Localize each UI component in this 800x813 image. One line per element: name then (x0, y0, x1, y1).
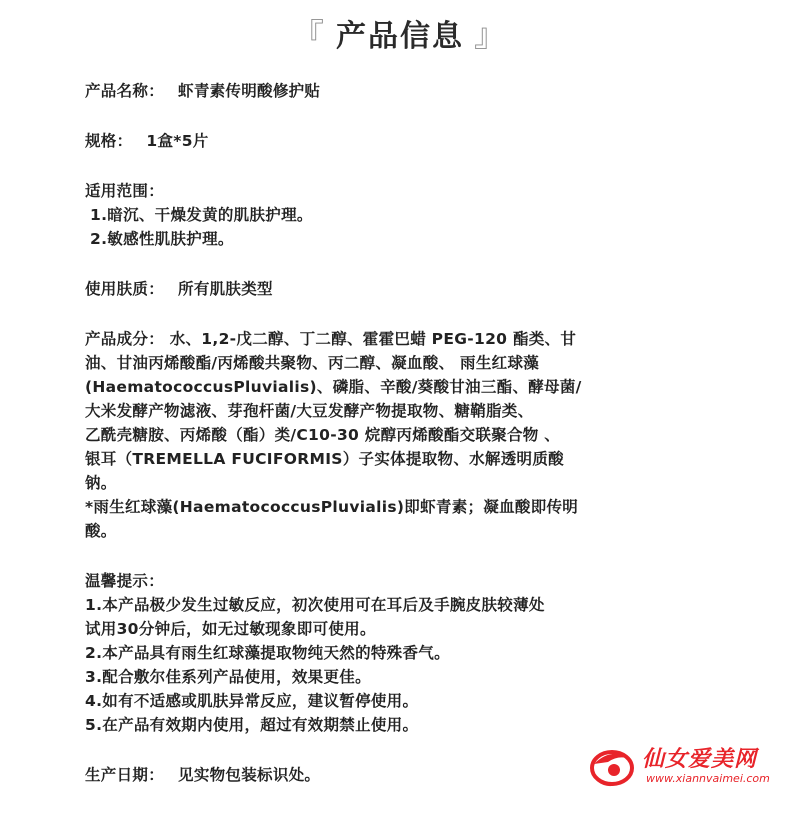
ingredients-line: 大米发酵产物滤液、芽孢杆菌/大豆发酵产物提取物、糖鞘脂类、 (85, 402, 534, 420)
product-name-value: 虾青素传明酸修护贴 (178, 82, 321, 100)
tips-line: 4.如有不适感或肌肤异常反应，建议暂停使用。 (85, 692, 419, 710)
ingredients-line: 油、甘油丙烯酸酯/丙烯酸共聚物、丙二醇、凝血酸、 雨生红球藻 (85, 354, 540, 372)
skin-type-label: 使用肤质： (85, 280, 165, 298)
scope-section (85, 179, 735, 251)
tips-label: 温馨提示： (85, 572, 165, 590)
scope-item: 2.敏感性肌肤护理。 (90, 230, 234, 248)
ingredients-line: 钠。 (85, 474, 117, 492)
product-name-row (85, 79, 735, 103)
tips-line: 2.本产品具有雨生红球藻提取物纯天然的特殊香气。 (85, 644, 450, 662)
tips-line: 5.在产品有效期内使用，超过有效期禁止使用。 (85, 716, 419, 734)
product-info (85, 79, 735, 813)
tips-line: 1.本产品极少发生过敏反应，初次使用可在耳后及手腕皮肤较薄处 (85, 596, 545, 614)
spec-row (85, 129, 735, 153)
ingredients-line: (HaematococcusPluvialis)、磷脂、辛酸/葵酸甘油三酯、酵母菌/ (85, 378, 582, 396)
title-bracket-left: 『 (291, 16, 326, 54)
ingredients-line: 银耳（TREMELLA FUCIFORMIS）子实体提取物、水解透明质酸 (85, 450, 564, 468)
tips-section (85, 569, 735, 737)
watermark-logo (584, 742, 784, 792)
scope-item: 1.暗沉、干燥发黄的肌肤护理。 (90, 206, 313, 224)
ingredients-line: 乙酰壳糖胺、丙烯酸（酯）类/C10-30 烷醇丙烯酸酯交联聚合物 、 (85, 426, 561, 444)
skin-type-value: 所有肌肤类型 (178, 280, 273, 298)
watermark-name: 仙女爱美网 (642, 747, 758, 772)
scope-label: 适用范围： (85, 182, 165, 200)
title-bracket-right: 』 (474, 16, 509, 54)
production-date-value: 见实物包装标识处。 (178, 766, 321, 784)
ingredients-line: 产品成分： 水、1,2-戊二醇、丁二醇、霍霍巴蜡 PEG-120 酯类、甘 (85, 330, 577, 348)
watermark-url: www.xiannvaimei.com (646, 772, 770, 785)
ingredients-note: *雨生红球藻(HaematococcusPluvialis)即虾青素；凝血酸即传明 (85, 498, 579, 516)
ingredients-section (85, 327, 735, 543)
fairy-logo-icon (584, 742, 640, 792)
skin-type-row (85, 277, 735, 301)
page-title (0, 10, 800, 56)
spec-label: 规格： (85, 132, 133, 150)
product-name-label: 产品名称： (85, 82, 165, 100)
tips-line: 3.配合敷尔佳系列产品使用，效果更佳。 (85, 668, 371, 686)
tips-line: 试用30分钟后，如无过敏现象即可使用。 (85, 620, 376, 638)
production-date-label: 生产日期： (85, 766, 165, 784)
ingredients-note: 酸。 (85, 522, 117, 540)
title-text: 产品信息 (336, 19, 464, 54)
spec-value: 1盒*5片 (146, 132, 209, 150)
